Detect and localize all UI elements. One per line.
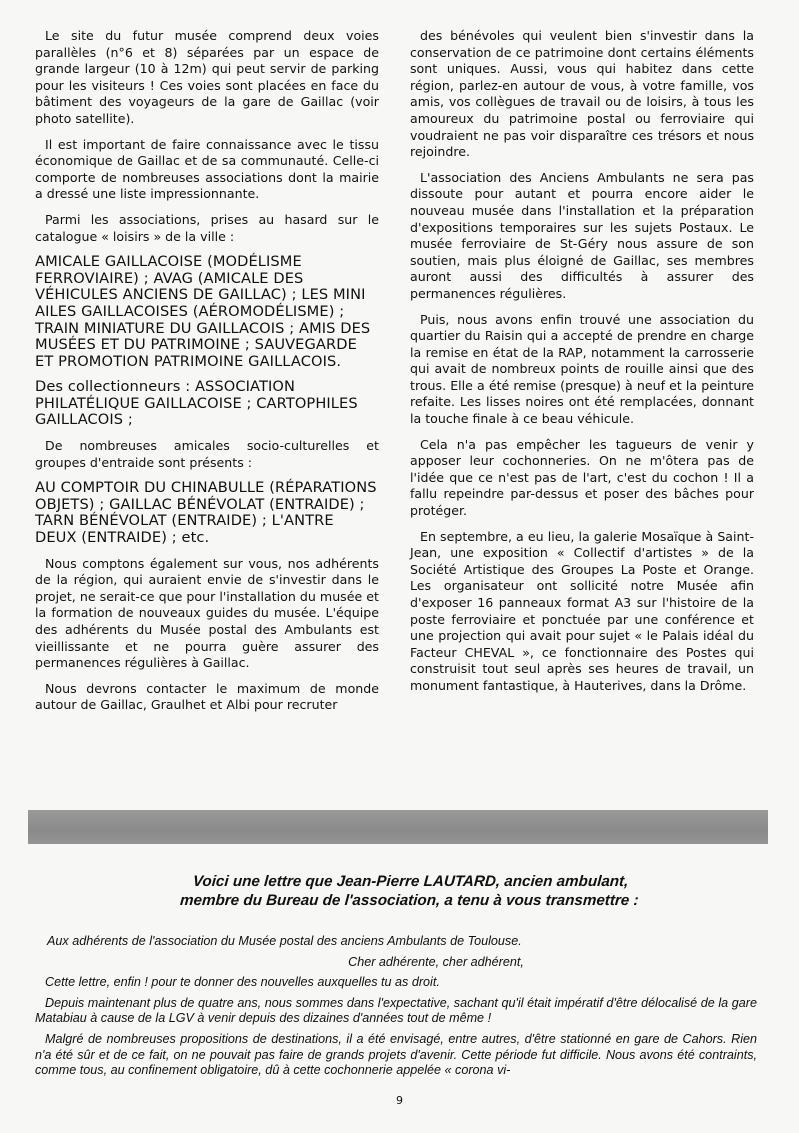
letter-paragraph: Depuis maintenant plus de quatre ans, nous sommes dans l'expectative, sachant qu'il était impératif d'être délocalisé de la gare Matabiau à cause de la LGV à venir depuis des dizaines d'années tout de même ! xyxy=(35,995,757,1026)
letter-heading xyxy=(59,872,762,910)
left-column xyxy=(35,28,379,723)
paragraph-economic-fabric: Il est important de faire connaissance avec le tissu économique de Gaillac et de sa communauté. Celle-ci comporte de nombreuses associations dont la mairie a dressé une liste impressionnante. xyxy=(35,136,379,202)
letter-heading-line1: Voici une lettre que Jean-Pierre LAUTARD, ancien ambulant, xyxy=(192,873,629,890)
paragraph-exhibition: En septembre, a eu lieu, la galerie Mosaïque à Saint-Jean, une exposition « Collectif d'artistes » de la Société Artistique des Groupes La Poste et Orange. Les organisateur ont sollicité notre Musée afin d'exposer 16 panneaux format A3 sur l'histoire de la poste ferroviaire et ponctuée par une conférence et une projection qui avait pour sujet « le Palais idéal du Facteur CHEVAL », ce fonctionnaire des Postes qui construisit tout seul après ses heures de travail, un monument fantastique, à Hauterives, dans la Drôme. xyxy=(410,528,754,693)
letter-address: Aux adhérents de l'association du Musée postal des anciens Ambulants de Toulouse. xyxy=(47,934,522,948)
paragraph-contact: Nous devrons contacter le maximum de monde autour de Gaillac, Graulhet et Albi pour recruter xyxy=(35,680,379,713)
paragraph-count-on-you: Nous comptons également sur vous, nos adhérents de la région, qui auraient envie de s'investir dans le projet, ne serait-ce que pour l'installation du musée et la formation de nouveaux guides du musée. L'équipe des adhérents du Musée postal des Ambulants est vieillissante et ne pourra guère assurer des permanences régulières à Gaillac. xyxy=(35,555,379,671)
paragraph-amicales-intro: De nombreuses amicales socio-culturelles et groupes d'entraide sont présents : xyxy=(35,438,379,470)
letter-greeting: Cher adhérente, cher adhérent, xyxy=(348,954,524,969)
association-list-leisure: AMICALE GAILLACOISE (MODÉLISME FERROVIAIRE) ; AVAG (AMICALE DES VÉHICULES ANCIENS DE GAILLAC) ; LES MINI AILES GAILLACOISES (AÉROMODÉLISME) ; TRAIN MINIATURE DU GAILLACOIS ; AMIS DES MUSÉES ET DU PATRIMOINE ; SAUVEGARDE ET PROMOTION PATRIMOINE GAILLACOIS. xyxy=(35,253,371,370)
section-divider-band xyxy=(28,810,768,844)
letter-paragraph: Cette lettre, enfin ! pour te donner des nouvelles auxquelles tu as droit. xyxy=(45,975,440,990)
letter-heading-line2: membre du Bureau de l'association, a tenu à vous transmettre : xyxy=(179,892,640,909)
letter-body xyxy=(35,934,757,1084)
page-number: 9 xyxy=(396,1094,403,1107)
paragraph-site: Le site du futur musée comprend deux voies parallèles (n°6 et 8) séparées par un espace de grande largeur (10 à 12m) qui peut servir de parking pour les visiteurs ! Ces voies sont placées en face du bâtiment des voyageurs de la gare de Gaillac (voir photo satellite). xyxy=(35,28,379,126)
association-list-entraide: AU COMPTOIR DU CHINABULLE (RÉPARATIONS OBJETS) ; GAILLAC BÉNÉVOLAT (ENTRAIDE) ; TARN BÉNÉVOLAT (ENTRAIDE) ; L'ANTRE DEUX (ENTRAIDE) ; etc. xyxy=(35,479,377,547)
paragraph-volunteers: des bénévoles qui veulent bien s'investir dans la conservation de ce patrimoine dont certains éléments sont uniques. Aussi, vous qui habitez dans cette région, parlez-en autour de vous, à votre famille, vos amis, vos collègues de travail ou de loisirs, à tous les amoureux du patrimoine postal ou ferroviaire qui voudraient ne pas voir disparaître ces trésors et nous rejoindre. xyxy=(410,28,754,160)
paragraph-association-continues: L'association des Anciens Ambulants ne sera pas dissoute pour autant et pourra encore aider le nouveau musée dans l'installation et la préparation d'expositions temporaires sur les sujets Postaux. Le musée ferroviaire de St-Géry nous assure de son soutien, mais plus éloigné de Gaillac, ses membres auront aussi des difficultés à assurer des permanences régulières. xyxy=(410,169,754,301)
paragraph-associations-intro: Parmi les associations, prises au hasard sur le catalogue « loisirs » de la ville : xyxy=(35,211,379,244)
paragraph-rap-restoration: Puis, nous avons enfin trouvé une association du quartier du Raisin qui a accepté de prendre en charge la remise en état de la RAP, notamment la carrosserie qui avait de nombreux points de rouille ainsi que des trous. Elle a été remise (presque) à neuf et la peinture refaite. Les lisses noires ont été remplacées, donnant la touche finale à ce beau véhicule. xyxy=(410,311,754,427)
paragraph-taggers: Cela n'a pas empêcher les tagueurs de venir y apposer leur cochonneries. On ne m'ôtera pas de l'idée que ce n'est pas de l'art, c'est du cochon ! Il a fallu repeindre par-dessus et poser des bâches pour protéger. xyxy=(410,436,754,519)
association-list-collectors: Des collectionneurs : ASSOCIATION PHILATÉLIQUE GAILLACOISE ; CARTOPHILES GAILLACOIS ; xyxy=(35,378,358,429)
right-column xyxy=(410,28,754,704)
letter-paragraph: Malgré de nombreuses propositions de destinations, il a été envisagé, entre autres, d'être stationné en gare de Cahors. Rien n'a été sûr et de ce fait, on ne pouvait pas faire de grands projets d'avenir. Cette période fut difficile. Nous avons été contraints, comme tous, au confinement obligatoire, dû à cette cochonnerie appelée « corona vi- xyxy=(35,1031,757,1078)
